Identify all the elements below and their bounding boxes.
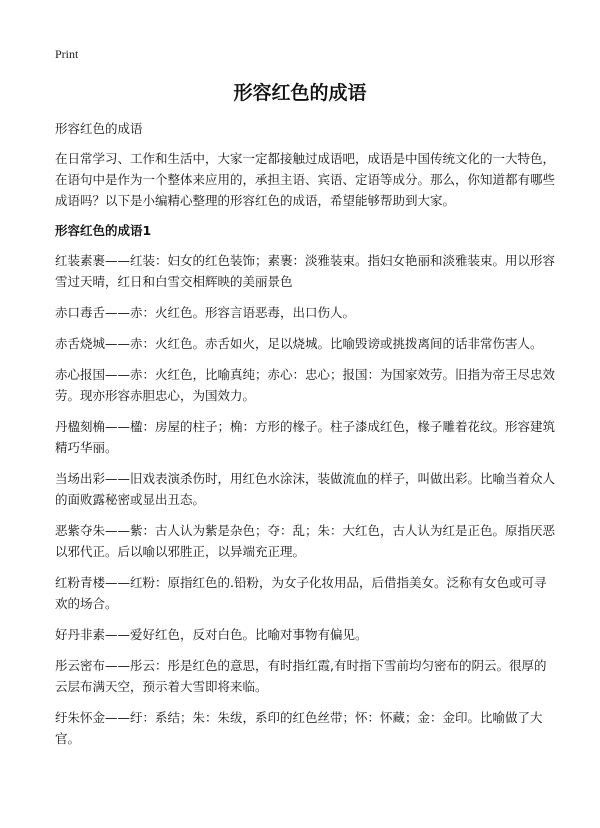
idiom-entry: 恶紫夺朱——紫：古人认为紫是杂色；夺：乱；朱：大红色，古人认为红是正色。原指厌恶以邪代正。后以喻以邪胜正，以异端充正理。 [55, 523, 556, 559]
print-link[interactable]: Print [55, 47, 79, 61]
idiom-entry: 赤口毒舌——赤：火红色。形容言语恶毒，出口伤人。 [55, 305, 356, 320]
idiom-entry: 丹楹刻桷——楹：房屋的柱子；桷：方形的椽子。柱子漆成红色，椽子雕着花纹。形容建筑精巧华丽。 [55, 419, 556, 455]
idiom-entry: 红装素裹——红装：妇女的红色装饰；素裹：淡雅装束。指妇女艳丽和淡雅装束。用以形容雪过天晴，红日和白雪交相辉映的美丽景色 [55, 253, 556, 289]
idiom-entry: 彤云密布——彤云：彤是红色的意思，有时指红霞,有时指下雪前均匀密布的阴云。很厚的云层布满天空，预示着大雪即将来临。 [55, 658, 547, 694]
document-body [55, 118, 555, 759]
section-heading: 形容红色的成语1 [55, 223, 152, 238]
idiom-entry: 好丹非素——爱好红色，反对白色。比喻对事物有偏见。 [55, 627, 368, 642]
idiom-entry: 纡朱怀金——纡：系结；朱：朱绂，系印的红色丝带；怀：怀藏；金：金印。比喻做了大官。 [55, 710, 543, 746]
intro-paragraph: 在日常学习、工作和生活中，大家一定都接触过成语吧，成语是中国传统文化的一大特色，在语句中是作为一个整体来应用的，承担主语、宾语、定语等成分。那么，你知道都有哪些成语吗？以下是小编精心整理的形容红色的成语，希望能够帮助到大家。 [55, 151, 556, 208]
idiom-entry: 赤舌烧城——赤：火红色。赤舌如火，足以烧城。比喻毁谤或挑拨离间的话非常伤害人。 [55, 336, 543, 351]
document-subtitle: 形容红色的成语 [55, 121, 143, 136]
idiom-entry: 赤心报国——赤：火红色，比喻真纯；赤心：忠心；报国：为国家效劳。旧指为帝王尽忠效劳。现亦形容赤胆忠心，为国效力。 [55, 367, 556, 403]
idiom-entry: 红粉青楼——红粉：原指红色的.铅粉，为女子化妆用品，后借指美女。泛称有女色或可寻欢的场合。 [55, 575, 547, 611]
idiom-entry: 当场出彩——旧戏表演杀伤时，用红色水涂沫，装做流血的样子，叫做出彩。比喻当着众人的面败露秘密或显出丑态。 [55, 471, 556, 507]
document-title: 形容红色的成语 [233, 82, 367, 104]
